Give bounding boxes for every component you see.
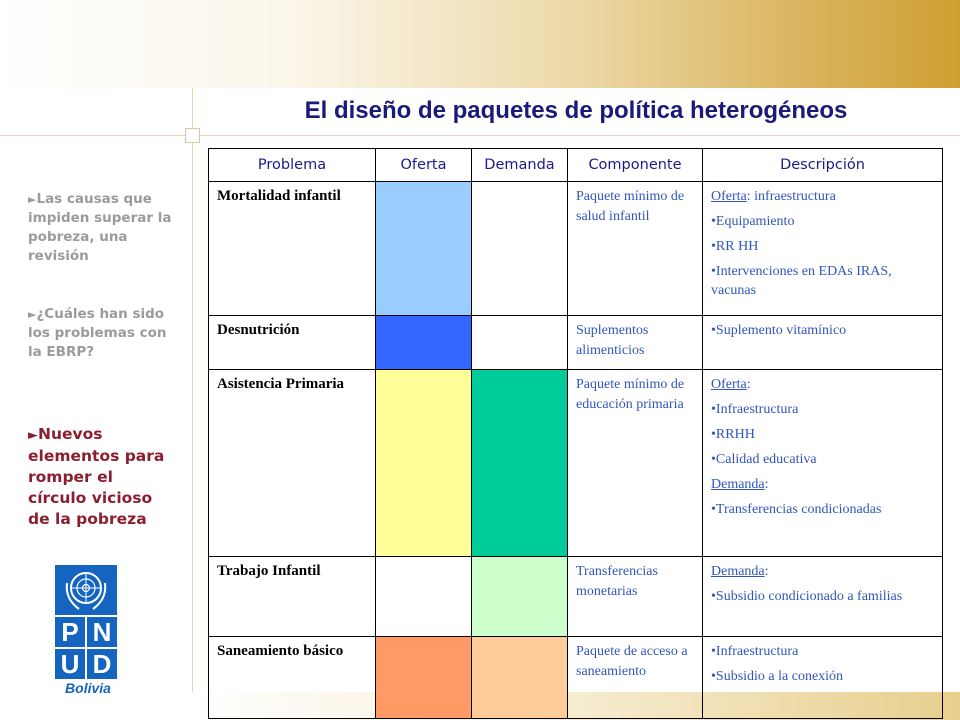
description-line [711,475,936,494]
header-descripcion: Descripción [703,149,943,182]
description-text: •RRHH [711,427,755,442]
description-line [711,400,936,419]
description-line [711,212,936,231]
description-text: Demanda [711,564,765,579]
horizontal-divider [0,135,960,136]
nav-item-problemas[interactable] [28,305,173,362]
cell-problem: Asistencia Primaria [209,370,376,557]
description-line [711,587,936,606]
cell-problem: Desnutrición [209,316,376,370]
table-row [209,316,943,370]
description-line [711,321,936,340]
vertical-divider [192,88,193,720]
header-demanda: Demanda [472,149,568,182]
cell-oferta-swatch [376,637,472,719]
description-line [711,500,936,519]
description-line [711,375,936,394]
cell-problem: Saneamiento básico [209,637,376,719]
logo-letter: N [87,617,117,647]
cell-demanda-swatch [472,182,568,316]
description-text: •Intervenciones en EDAs IRAS, vacunas [711,264,892,298]
header-problema: Problema [209,149,376,182]
table-row [209,182,943,316]
description-text: Oferta [711,377,747,392]
arrow-icon: ► [28,193,37,206]
policy-table [208,148,943,719]
description-text: •Calidad educativa [711,452,817,467]
cell-oferta-swatch [376,557,472,637]
description-text: •Equipamiento [711,214,795,229]
arrow-icon: ► [28,428,38,443]
slide-title: El diseño de paquetes de política heterogéneos [304,97,848,124]
cell-description [703,316,943,370]
arrow-icon: ► [28,308,37,321]
nav-item-label: Nuevos elementos para romper el círculo vicioso de la pobreza [28,425,165,528]
description-text: •Transferencias condicionadas [711,502,882,517]
cell-demanda-swatch [472,370,568,557]
cell-component: Paquete mínimo de salud infantil [568,182,703,316]
cell-description [703,182,943,316]
cell-component: Transferencias monetarias [568,557,703,637]
description-line [711,667,936,686]
description-line [711,450,936,469]
description-text: •Subsidio a la conexión [711,669,844,684]
description-line [711,425,936,444]
cell-problem: Mortalidad infantil [209,182,376,316]
header-band [0,0,960,88]
table-row [209,637,943,719]
cell-oferta-swatch [376,370,472,557]
logo-letter: D [87,649,117,679]
cell-description [703,557,943,637]
description-suffix: : [764,477,769,492]
cell-demanda-swatch [472,557,568,637]
description-line [711,562,936,581]
table-header-row [209,149,943,182]
cell-component: Paquete de acceso a saneamiento [568,637,703,719]
description-suffix: : [746,377,751,392]
logo-country: Bolivia [65,680,111,696]
description-text: Demanda [711,477,765,492]
cell-demanda-swatch [472,316,568,370]
description-suffix: : infraestructura [746,189,836,204]
un-emblem-icon [55,565,117,615]
description-suffix: : [764,564,769,579]
description-text: •Infraestructura [711,644,799,659]
nav-item-nuevos-elementos[interactable] [28,424,173,530]
table-row [209,370,943,557]
description-line [711,642,936,661]
description-text: •Subsidio condicionado a familias [711,589,903,604]
logo-letter: P [55,617,85,647]
description-line [711,237,936,256]
corner-decoration [185,128,200,143]
header-componente: Componente [568,149,703,182]
cell-problem: Trabajo Infantil [209,557,376,637]
description-text: •Infraestructura [711,402,799,417]
cell-description [703,370,943,557]
nav-item-label: ¿Cuáles han sido los problemas con la EBRP? [28,306,167,360]
cell-component: Paquete mínimo de educación primaria [568,370,703,557]
cell-demanda-swatch [472,637,568,719]
nav-item-causas[interactable] [28,190,173,266]
cell-component: Suplementos alimenticios [568,316,703,370]
description-line [711,262,936,300]
cell-description [703,637,943,719]
description-text: •RR HH [711,239,759,254]
description-text: •Suplemento vitamínico [711,323,847,338]
description-line [711,187,936,206]
cell-oferta-swatch [376,316,472,370]
description-text: Oferta [711,189,747,204]
header-oferta: Oferta [376,149,472,182]
pnud-logo [55,565,121,696]
cell-oferta-swatch [376,182,472,316]
logo-letter: U [55,649,85,679]
table-row [209,557,943,637]
nav-item-label: Las causas que impiden superar la pobreza, una revisión [28,191,172,264]
